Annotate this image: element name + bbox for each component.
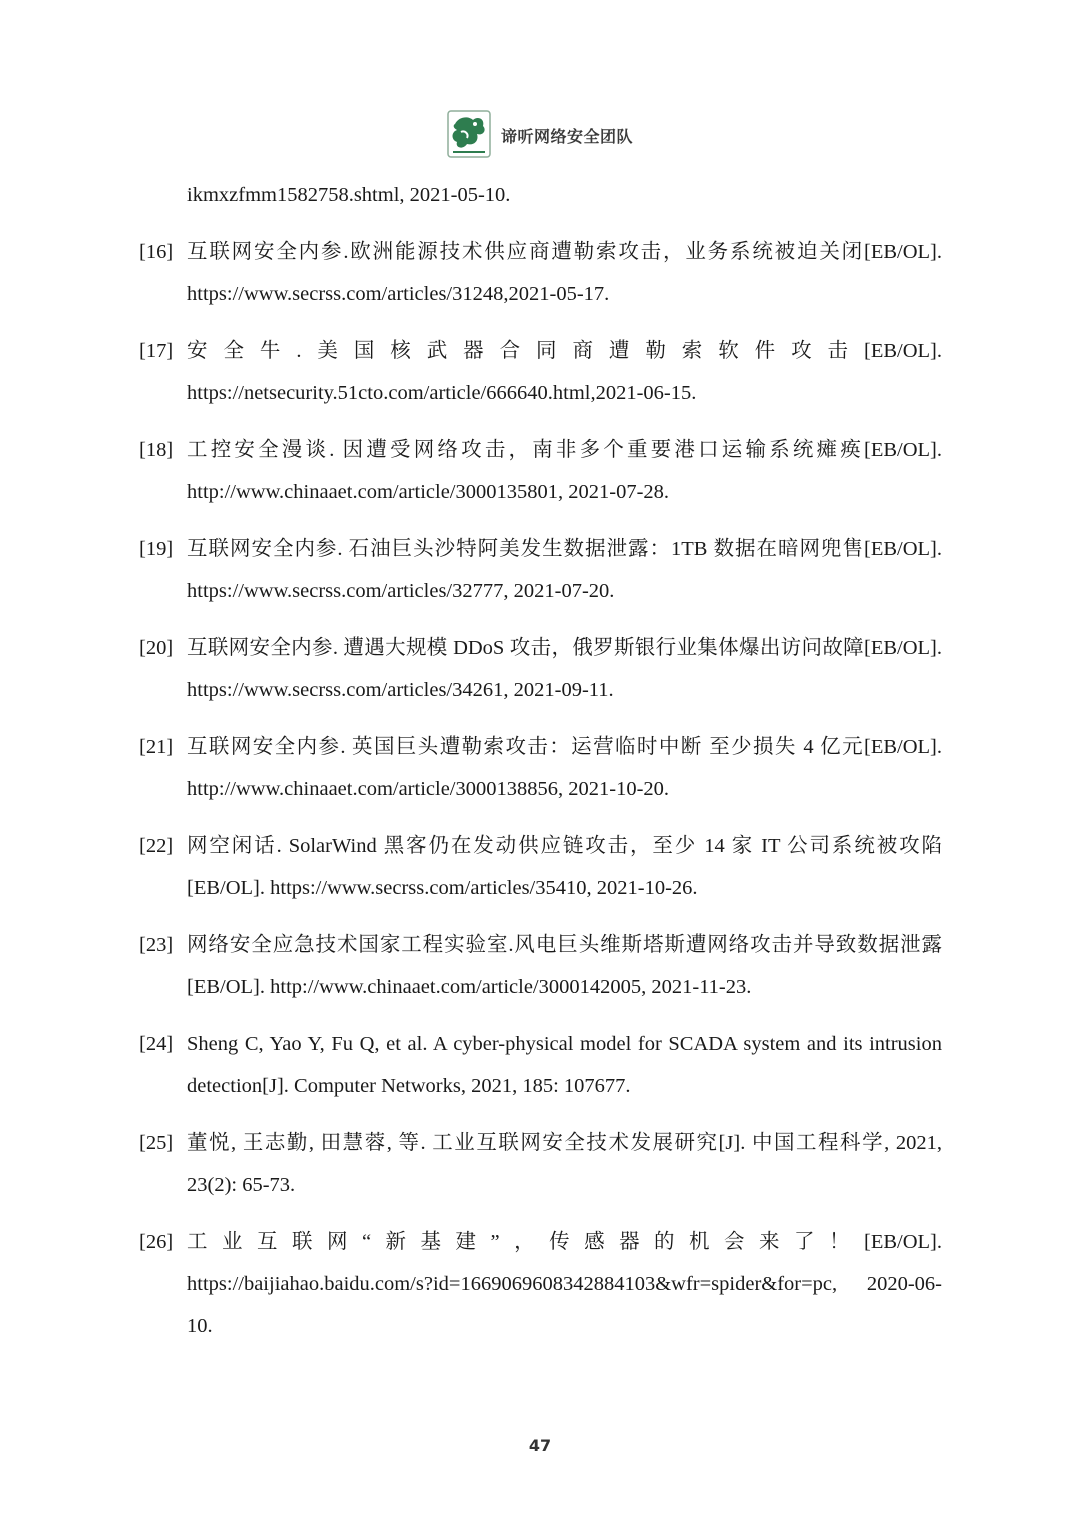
reference-23 — [139, 924, 942, 1008]
reference-number: [21] — [139, 736, 174, 758]
reference-text: 互联网安全内参. 石油巨头沙特阿美发生数据泄露：1TB 数据在暗网兜售[EB/OL]. https://www.secrss.com/articles/32777, 2021-07-20. — [187, 538, 942, 602]
reference-text: 工业互联网“新基建”，传感器的机会来了！[EB/OL]. — [187, 1231, 942, 1253]
reference-number: [18] — [139, 439, 174, 461]
reference-24 — [139, 1023, 942, 1107]
reference-20 — [139, 627, 942, 711]
reference-17 — [139, 330, 942, 414]
reference-text: 安全牛.美国核武器合同商遭勒索软件攻击[EB/OL]. — [187, 340, 942, 362]
reference-list — [139, 174, 942, 1362]
reference-number: [20] — [139, 637, 174, 659]
reference-19 — [139, 528, 942, 612]
reference-number: [22] — [139, 835, 174, 857]
reference-number: [16] — [139, 241, 174, 263]
reference-text: 互联网安全内参. 遭遇大规模 DDoS 攻击，俄罗斯银行业集体爆出访问故障[EB/OL]. https://www.secrss.com/articles/34261, 2021-09-11. — [187, 637, 942, 701]
header-title: 谛听网络安全团队 — [500, 126, 633, 146]
reference-text: 网空闲话. SolarWind 黑客仍在发动供应链攻击，至少 14 家 IT 公司系统被攻陷[EB/OL]. https://www.secrss.com/articles/35410, 2021-10-26. — [187, 835, 942, 899]
reference-number: [23] — [139, 934, 174, 956]
reference-text: 互联网安全内参.欧洲能源技术供应商遭勒索攻击，业务系统被迫关闭[EB/OL]. https://www.secrss.com/articles/31248,2021-05-17. — [187, 241, 942, 305]
reference-number: [19] — [139, 538, 174, 560]
reference-continuation: ikmxzfmm1582758.shtml, 2021-05-10. — [187, 184, 511, 206]
reference-text: Sheng C, Yao Y, Fu Q, et al. A cyber-physical model for SCADA system and its intrusion detection[J]. Computer Networks, 2021, 185: 107677. — [187, 1033, 942, 1097]
page-number: 47 — [528, 1436, 552, 1455]
reference-22 — [139, 825, 942, 909]
reference-text: 董悦, 王志勤, 田慧蓉, 等. 工业互联网安全技术发展研究[J]. 中国工程科学, 2021, 23(2): 65-73. — [187, 1132, 942, 1196]
reference-number: [25] — [139, 1132, 174, 1154]
reference-text: 工控安全漫谈. 因遭受网络攻击，南非多个重要港口运输系统瘫痪[EB/OL]. http://www.chinaaet.com/article/3000135801, 2021-07-28. — [187, 439, 942, 503]
reference-18 — [139, 429, 942, 513]
page-header — [0, 108, 1080, 160]
reference-url: https://baijiahao.baidu.com/s?id=1669069608342884103&wfr=spider&for=pc, 2020-06-10. — [187, 1273, 942, 1337]
reference-21 — [139, 726, 942, 810]
reference-number: [26] — [139, 1231, 174, 1253]
reference-25 — [139, 1122, 942, 1206]
reference-url: https://netsecurity.51cto.com/article/666640.html,2021-06-15. — [187, 382, 697, 404]
reference-text: 网络安全应急技术国家工程实验室.风电巨头维斯塔斯遭网络攻击并导致数据泄露[EB/OL]. http://www.chinaaet.com/article/3000142005, 2021-11-23. — [187, 934, 942, 998]
reference-number: [24] — [139, 1033, 174, 1055]
reference-26 — [139, 1221, 942, 1347]
reference-16 — [139, 231, 942, 315]
reference-number: [17] — [139, 340, 174, 362]
dragon-logo-icon — [447, 110, 491, 158]
reference-text: 互联网安全内参. 英国巨头遭勒索攻击：运营临时中断 至少损失 4 亿元[EB/OL]. http://www.chinaaet.com/article/3000138856, 2021-10-20. — [187, 736, 942, 800]
